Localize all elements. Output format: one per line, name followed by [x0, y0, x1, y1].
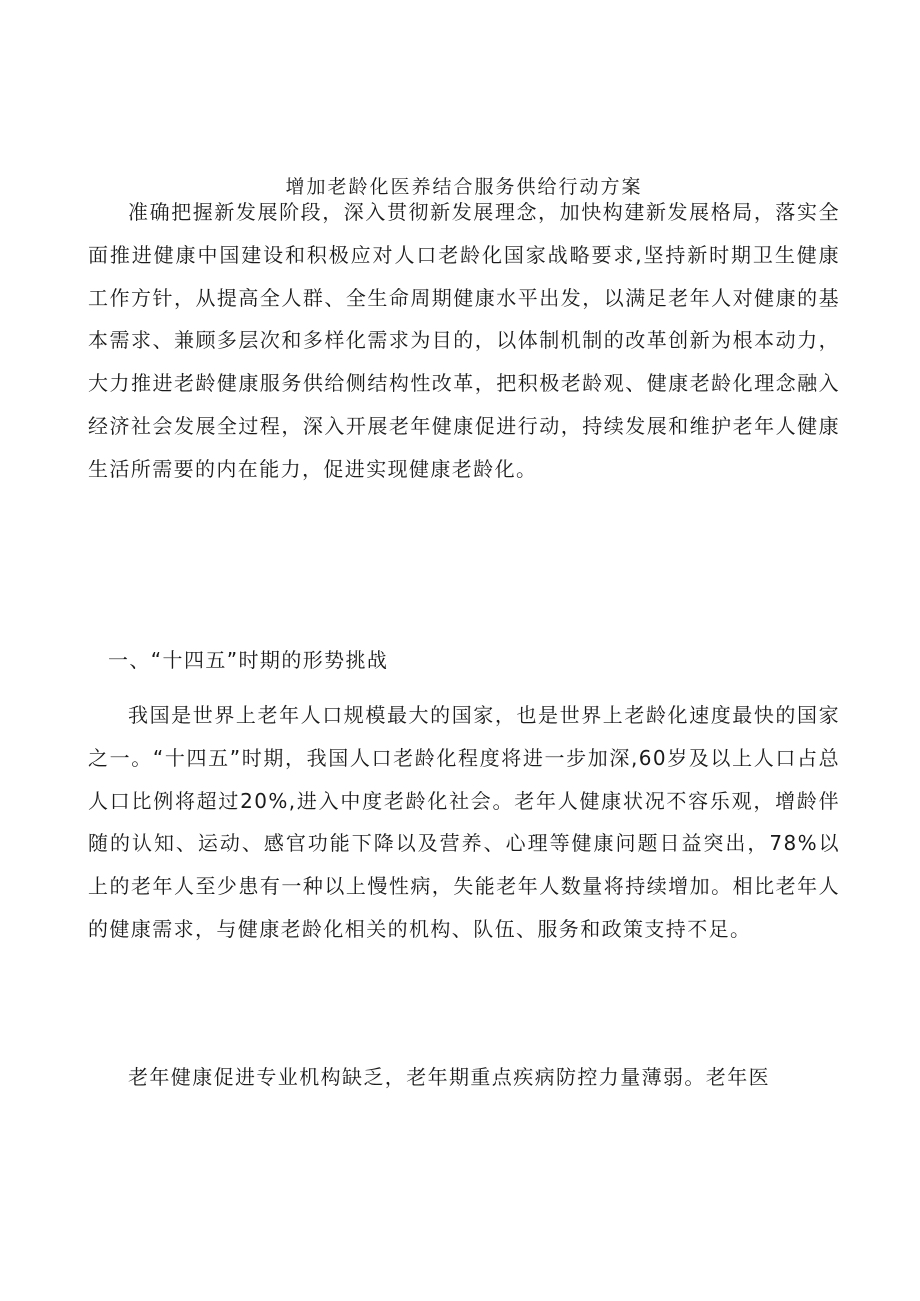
section-paragraph: 我国是世界上老年人口规模最大的国家，也是世界上老龄化速度最快的国家之一。“十四五”时期，我国人口老龄化程度将进一步加深,60岁及以上人口占总人口比例将超过20%,进入中度老龄化社会。老年人健康状况不容乐观，增龄伴随的认知、运动、感官功能下降以及营养、心理等健康问题日益突出，78%以上的老年人至少患有一种以上慢性病，失能老年人数量将持续增加。相比老年人的健康需求，与健康老龄化相关的机构、队伍、服务和政策支持不足。 [88, 703, 840, 941]
section-heading: 一、“十四五”时期的形势挑战 [108, 648, 389, 672]
intro-paragraph: 准确把握新发展阶段，深入贯彻新发展理念，加快构建新发展格局，落实全面推进健康中国建设和积极应对人口老龄化国家战略要求,坚持新时期卫生健康工作方针，从提高全人群、全生命周期健康水平出发，以满足老年人对健康的基本需求、兼顾多层次和多样化需求为目的，以体制机制的改革创新为根本动力，大力推进老龄健康服务供给侧结构性改革，把积极老龄观、健康老龄化理念融入经济社会发展全过程，深入开展老年健康促进行动，持续发展和维护老年人健康生活所需要的内在能力，促进实现健康老龄化。 [88, 200, 840, 481]
document-title: 增加老龄化医养结合服务供给行动方案 [285, 176, 643, 198]
section-paragraph-continued: 老年健康促进专业机构缺乏，老年期重点疾病防控力量薄弱。老年医 [128, 1065, 770, 1089]
